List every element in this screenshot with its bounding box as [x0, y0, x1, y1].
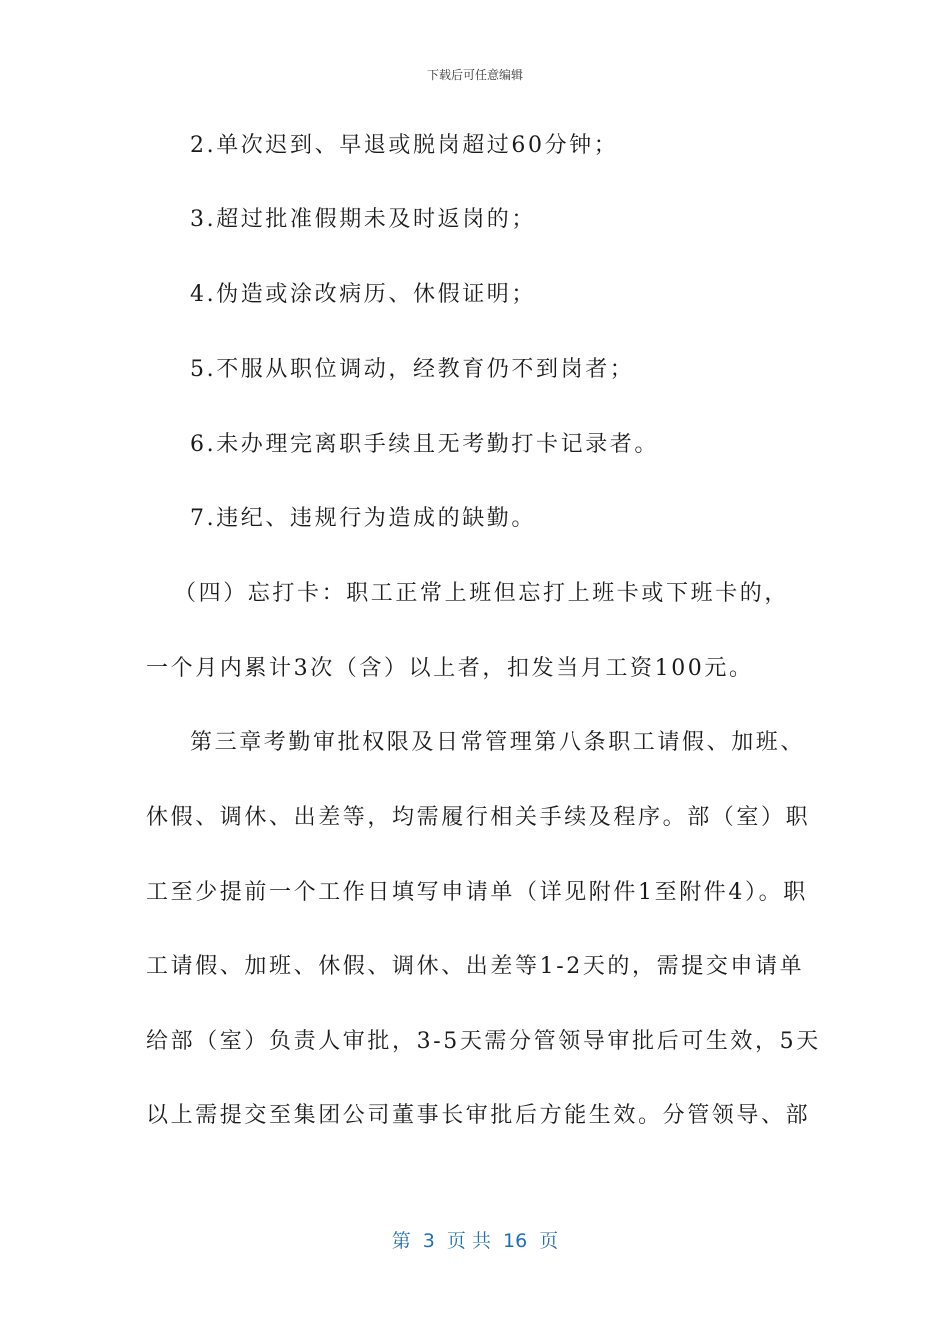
body-line: 以上需提交至集团公司董事长审批后方能生效。分管领导、部 [146, 1103, 811, 1128]
body-line: 4.伪造或涂改病历、休假证明； [190, 282, 536, 307]
body-line: 休假、调休、出差等，均需履行相关手续及程序。部（室）职 [146, 805, 811, 830]
body-line: 第三章考勤审批权限及日常管理第八条职工请假、加班、 [190, 730, 806, 755]
body-line: 2.单次迟到、早退或脱岗超过60分钟； [190, 133, 619, 158]
body-line: 一个月内累计3次（含）以上者，扣发当月工资100元。 [146, 656, 754, 681]
page-number-footer: 第 3 页 共 16 页 [391, 1230, 559, 1252]
body-line: 给部（室）负责人审批，3-5天需分管领导审批后可生效，5天 [146, 1029, 821, 1054]
body-line: 工请假、加班、休假、调休、出差等1-2天的，需提交申请单 [146, 954, 805, 979]
body-line: 工至少提前一个工作日填写申请单（详见附件1至附件4）。职 [146, 880, 808, 905]
body-line: 6.未办理完离职手续且无考勤打卡记录者。 [190, 432, 659, 457]
page-header: 下载后可任意编辑 [426, 68, 523, 82]
body-line: （四）忘打卡：职工正常上班但忘打上班卡或下班卡的， [174, 581, 790, 606]
body-line: 7.违纪、违规行为造成的缺勤。 [190, 506, 536, 531]
body-line: 3.超过批准假期未及时返岗的； [190, 207, 536, 232]
body-line: 5.不服从职位调动，经教育仍不到岗者； [190, 357, 635, 382]
